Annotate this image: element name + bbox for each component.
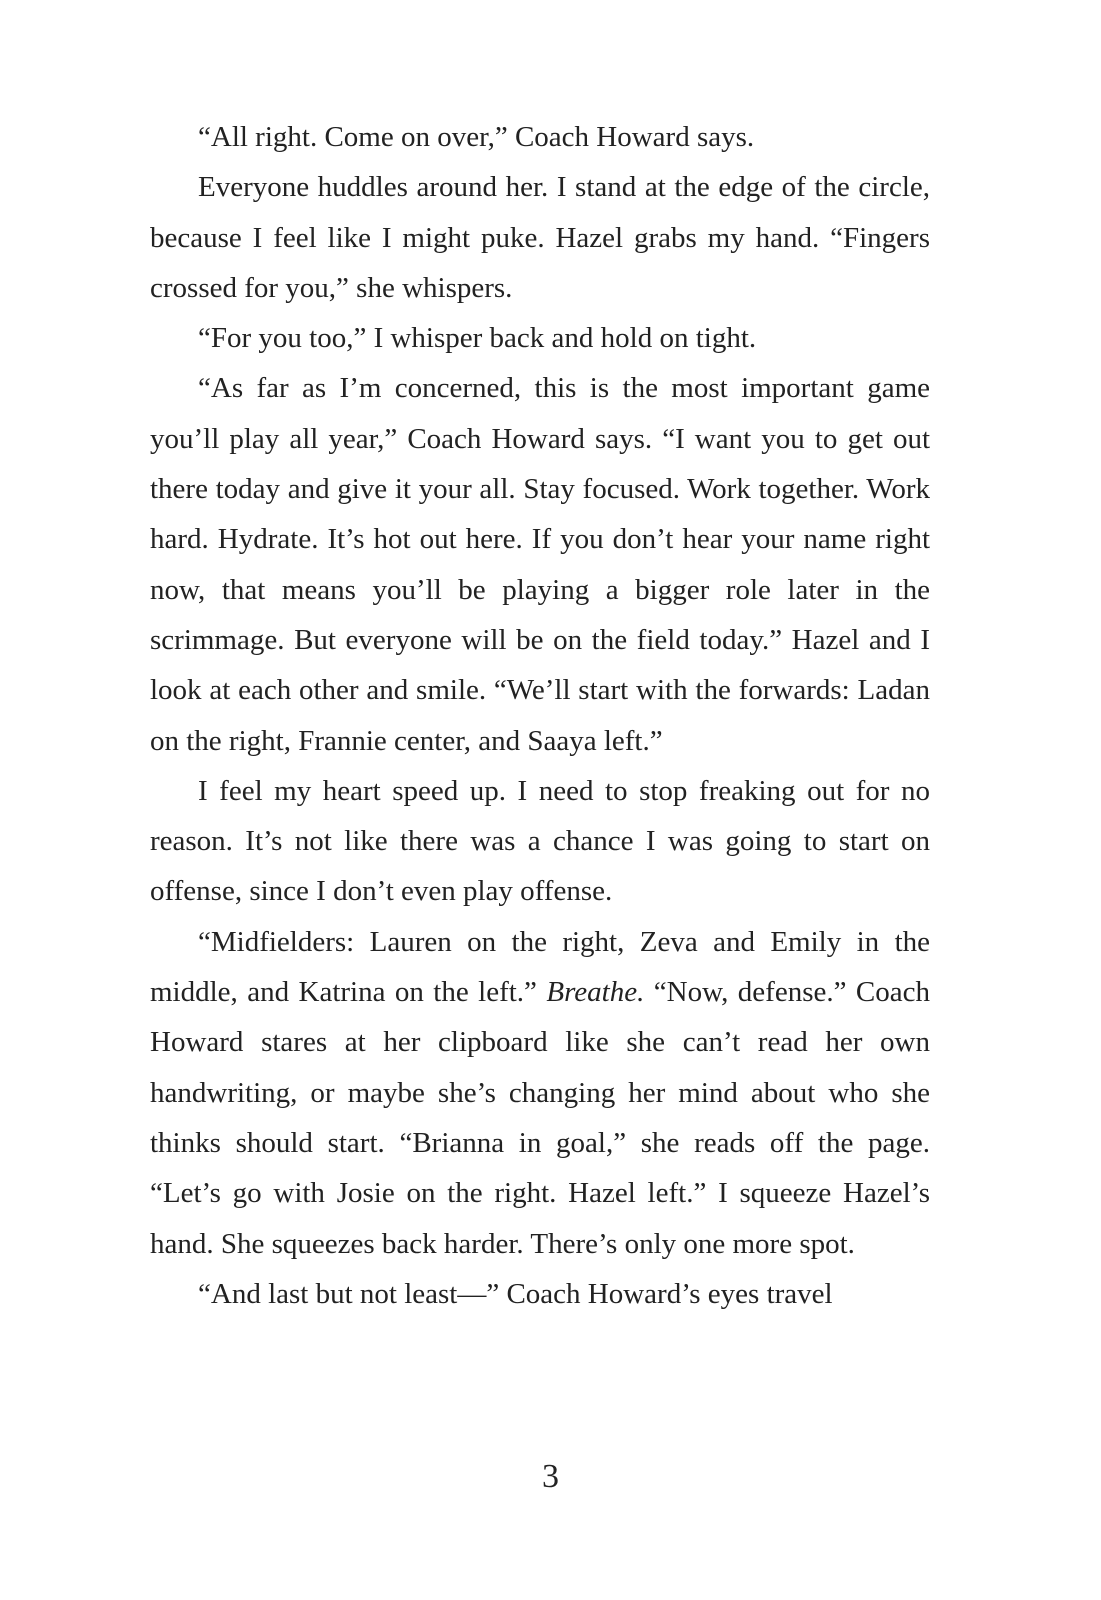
paragraph: “All right. Come on over,” Coach Howard says. (198, 121, 755, 153)
paragraph: I feel my heart speed up. I need to stop freaking out for no reason. It’s not like there was a chance I was going to start on offense, since I don’t even play offense. (150, 774, 930, 908)
paragraph: “As far as I’m concerned, this is the most important game you’ll play all year,” Coach Howard says. “I want you to get out there today and give it your all. Stay focused. Work together. Work hard. Hydrate. It’s hot out here. If you don’t hear your name right now, that means you’ll be playing a bigger role later in the scrimmage. But everyone will be on the field today.” Hazel and I look at each other and smile. “We’ll start with the forwards: Ladan on the right, Frannie center, and Saaya left.” (150, 372, 930, 757)
text-run: “Midfielders: Lauren on the right, Zeva and Emily in the middle, and Katrina on the left.” (150, 925, 930, 1009)
paragraph: Everyone huddles around her. I stand at the edge of the circle, because I feel like I might puke. Hazel grabs my hand. “Fingers crossed for you,” she whispers. (150, 171, 930, 304)
paragraph: “For you too,” I whisper back and hold on tight. (198, 322, 757, 355)
text-run: “Now, defense.” Coach Howard stares at her clipboard like she can’t read her own handwriting, or maybe she’s changing her mind about who she thinks should start. “Brianna in goal,” she reads off the page. “Let’s go with Josie on the right. Hazel left.” I squeeze Hazel’s hand. She squeezes back harder. There’s only one more spot. (150, 976, 930, 1260)
body-text (150, 112, 930, 1319)
page-number: 3 (542, 1458, 559, 1495)
paragraph: “And last but not least—” Coach Howard’s eyes travel (198, 1277, 833, 1310)
italic-text: Breathe. (546, 976, 645, 1009)
paragraph (150, 917, 930, 1269)
